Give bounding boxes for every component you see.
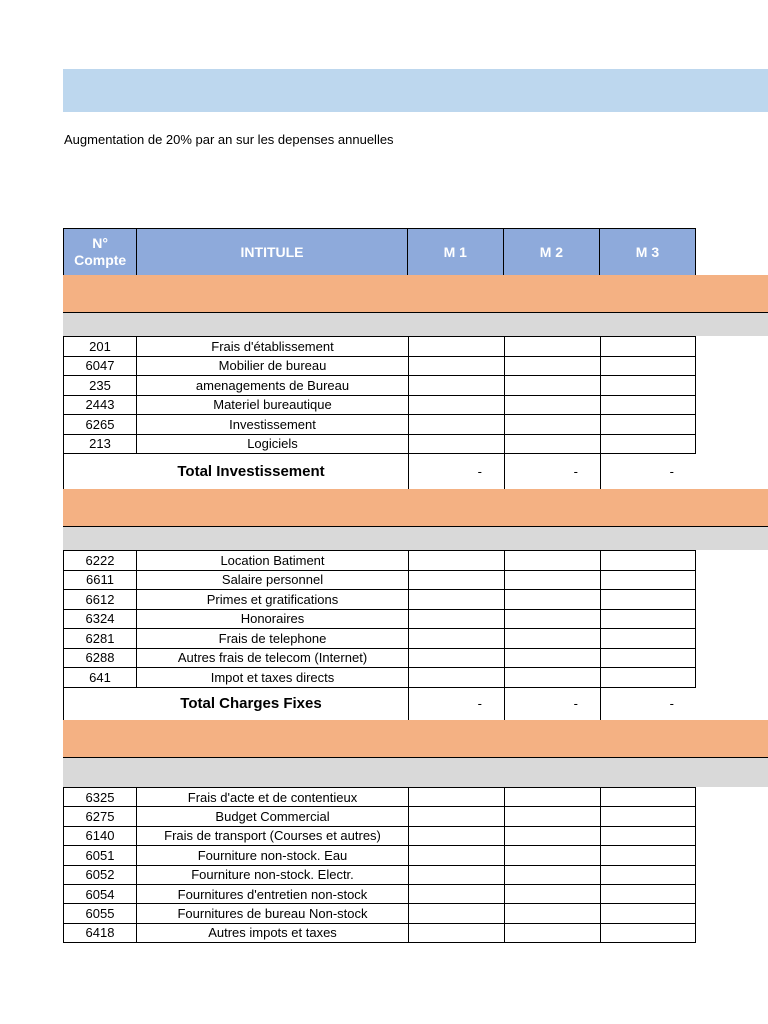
- value-m1: [408, 357, 504, 377]
- table-row: [63, 904, 696, 923]
- table-row: [63, 590, 696, 610]
- total-m3: -: [600, 688, 696, 721]
- section2-subband: [63, 526, 768, 550]
- value-m3: [600, 396, 696, 416]
- account-number: 6051: [63, 846, 136, 865]
- value-m2: [504, 827, 600, 846]
- table-row: [63, 668, 696, 688]
- value-m1: [408, 885, 504, 904]
- value-m1: [408, 866, 504, 885]
- total-m1: -: [408, 688, 504, 721]
- value-m2: [504, 885, 600, 904]
- value-m3: [600, 846, 696, 865]
- value-m3: [600, 551, 696, 571]
- account-label: Fournitures de bureau Non-stock: [136, 904, 408, 923]
- value-m3: [600, 629, 696, 649]
- account-number: 6288: [63, 649, 136, 669]
- section2-table: [63, 550, 696, 721]
- value-m1: [408, 551, 504, 571]
- account-number: 6275: [63, 807, 136, 826]
- section1-subband: [63, 312, 768, 336]
- header-num: [63, 228, 137, 276]
- section3-band: [63, 720, 768, 757]
- value-m2: [504, 396, 600, 416]
- value-m2: [504, 866, 600, 885]
- title-band: [63, 69, 768, 112]
- value-m3: [600, 866, 696, 885]
- value-m2: [504, 788, 600, 807]
- value-m1: [408, 415, 504, 435]
- value-m3: [600, 376, 696, 396]
- account-label: Materiel bureautique: [136, 396, 408, 416]
- account-label: Investissement: [136, 415, 408, 435]
- value-m2: [504, 435, 600, 455]
- table-row: [63, 649, 696, 669]
- account-label: Impot et taxes directs: [136, 668, 408, 688]
- value-m1: [408, 435, 504, 455]
- value-m1: [408, 337, 504, 357]
- header-label: INTITULE: [137, 228, 407, 276]
- value-m3: [600, 590, 696, 610]
- value-m1: [408, 846, 504, 865]
- account-number: 6054: [63, 885, 136, 904]
- value-m1: [408, 924, 504, 943]
- section3-table: [63, 787, 696, 943]
- value-m3: [600, 357, 696, 377]
- account-number: 6047: [63, 357, 136, 377]
- account-number: 641: [63, 668, 136, 688]
- account-number: 6324: [63, 610, 136, 630]
- account-number: 6052: [63, 866, 136, 885]
- account-number: 213: [63, 435, 136, 455]
- account-number: 6281: [63, 629, 136, 649]
- value-m1: [408, 376, 504, 396]
- value-m3: [600, 924, 696, 943]
- value-m2: [504, 571, 600, 591]
- total-m3: -: [600, 454, 696, 490]
- account-label: Location Batiment: [136, 551, 408, 571]
- value-m3: [600, 571, 696, 591]
- account-number: 6140: [63, 827, 136, 846]
- value-m1: [408, 827, 504, 846]
- value-m2: [504, 337, 600, 357]
- value-m1: [408, 629, 504, 649]
- total-row: [63, 688, 696, 721]
- value-m2: [504, 590, 600, 610]
- value-m3: [600, 807, 696, 826]
- value-m3: [600, 415, 696, 435]
- value-m2: [504, 610, 600, 630]
- total-m2: -: [504, 688, 600, 721]
- table-row: [63, 924, 696, 943]
- table-row: [63, 357, 696, 377]
- header-m1: M 1: [408, 228, 504, 276]
- account-number: 6325: [63, 788, 136, 807]
- table-row: [63, 435, 696, 455]
- account-label: Frais d'établissement: [136, 337, 408, 357]
- value-m1: [408, 396, 504, 416]
- value-m2: [504, 807, 600, 826]
- value-m2: [504, 904, 600, 923]
- value-m1: [408, 571, 504, 591]
- subtitle: Augmentation de 20% par an sur les depenses annuelles: [64, 132, 394, 147]
- table-row: [63, 610, 696, 630]
- value-m1: [408, 668, 504, 688]
- value-m3: [600, 827, 696, 846]
- section1-band: [63, 275, 768, 312]
- account-number: 6418: [63, 924, 136, 943]
- table-header: [63, 228, 696, 274]
- value-m2: [504, 376, 600, 396]
- account-number: 2443: [63, 396, 136, 416]
- value-m2: [504, 668, 600, 688]
- table-row: [63, 788, 696, 807]
- value-m2: [504, 357, 600, 377]
- value-m3: [600, 337, 696, 357]
- value-m3: [600, 904, 696, 923]
- account-label: Logiciels: [136, 435, 408, 455]
- account-label: Salaire personnel: [136, 571, 408, 591]
- section3-subband: [63, 757, 768, 787]
- value-m3: [600, 435, 696, 455]
- total-m2: -: [504, 454, 600, 490]
- value-m3: [600, 610, 696, 630]
- account-label: amenagements de Bureau: [136, 376, 408, 396]
- table-row: [63, 337, 696, 357]
- table-row: [63, 551, 696, 571]
- account-label: Honoraires: [136, 610, 408, 630]
- section1-table: [63, 336, 696, 490]
- section2-band: [63, 489, 768, 526]
- header-num-text: N° Compte: [74, 235, 127, 268]
- account-label: Frais de transport (Courses et autres): [136, 827, 408, 846]
- value-m2: [504, 629, 600, 649]
- table-row: [63, 846, 696, 865]
- account-label: Autres impots et taxes: [136, 924, 408, 943]
- account-number: 201: [63, 337, 136, 357]
- header-m3: M 3: [600, 228, 696, 276]
- header-m2: M 2: [504, 228, 600, 276]
- value-m3: [600, 668, 696, 688]
- total-m1: -: [408, 454, 504, 490]
- account-label: Fourniture non-stock. Electr.: [136, 866, 408, 885]
- table-row: [63, 807, 696, 826]
- account-number: 6222: [63, 551, 136, 571]
- table-row: [63, 376, 696, 396]
- account-number: 6612: [63, 590, 136, 610]
- account-label: Primes et gratifications: [136, 590, 408, 610]
- account-label: Fourniture non-stock. Eau: [136, 846, 408, 865]
- account-number: 6055: [63, 904, 136, 923]
- account-label: Fournitures d'entretien non-stock: [136, 885, 408, 904]
- table-row: [63, 396, 696, 416]
- account-number: 6265: [63, 415, 136, 435]
- table-row: [63, 885, 696, 904]
- table-row: [63, 827, 696, 846]
- value-m1: [408, 590, 504, 610]
- value-m3: [600, 788, 696, 807]
- value-m1: [408, 649, 504, 669]
- value-m1: [408, 610, 504, 630]
- total-row: [63, 454, 696, 490]
- value-m2: [504, 415, 600, 435]
- value-m1: [408, 807, 504, 826]
- total-label: Total Investissement: [63, 454, 408, 490]
- account-label: Autres frais de telecom (Internet): [136, 649, 408, 669]
- value-m2: [504, 846, 600, 865]
- account-label: Frais d'acte et de contentieux: [136, 788, 408, 807]
- account-label: Budget Commercial: [136, 807, 408, 826]
- value-m2: [504, 649, 600, 669]
- value-m2: [504, 551, 600, 571]
- account-label: Mobilier de bureau: [136, 357, 408, 377]
- table-row: [63, 866, 696, 885]
- total-label: Total Charges Fixes: [63, 688, 408, 721]
- value-m1: [408, 904, 504, 923]
- account-number: 6611: [63, 571, 136, 591]
- table-row: [63, 415, 696, 435]
- table-row: [63, 571, 696, 591]
- value-m3: [600, 649, 696, 669]
- value-m1: [408, 788, 504, 807]
- value-m2: [504, 924, 600, 943]
- account-label: Frais de telephone: [136, 629, 408, 649]
- table-row: [63, 629, 696, 649]
- value-m3: [600, 885, 696, 904]
- account-number: 235: [63, 376, 136, 396]
